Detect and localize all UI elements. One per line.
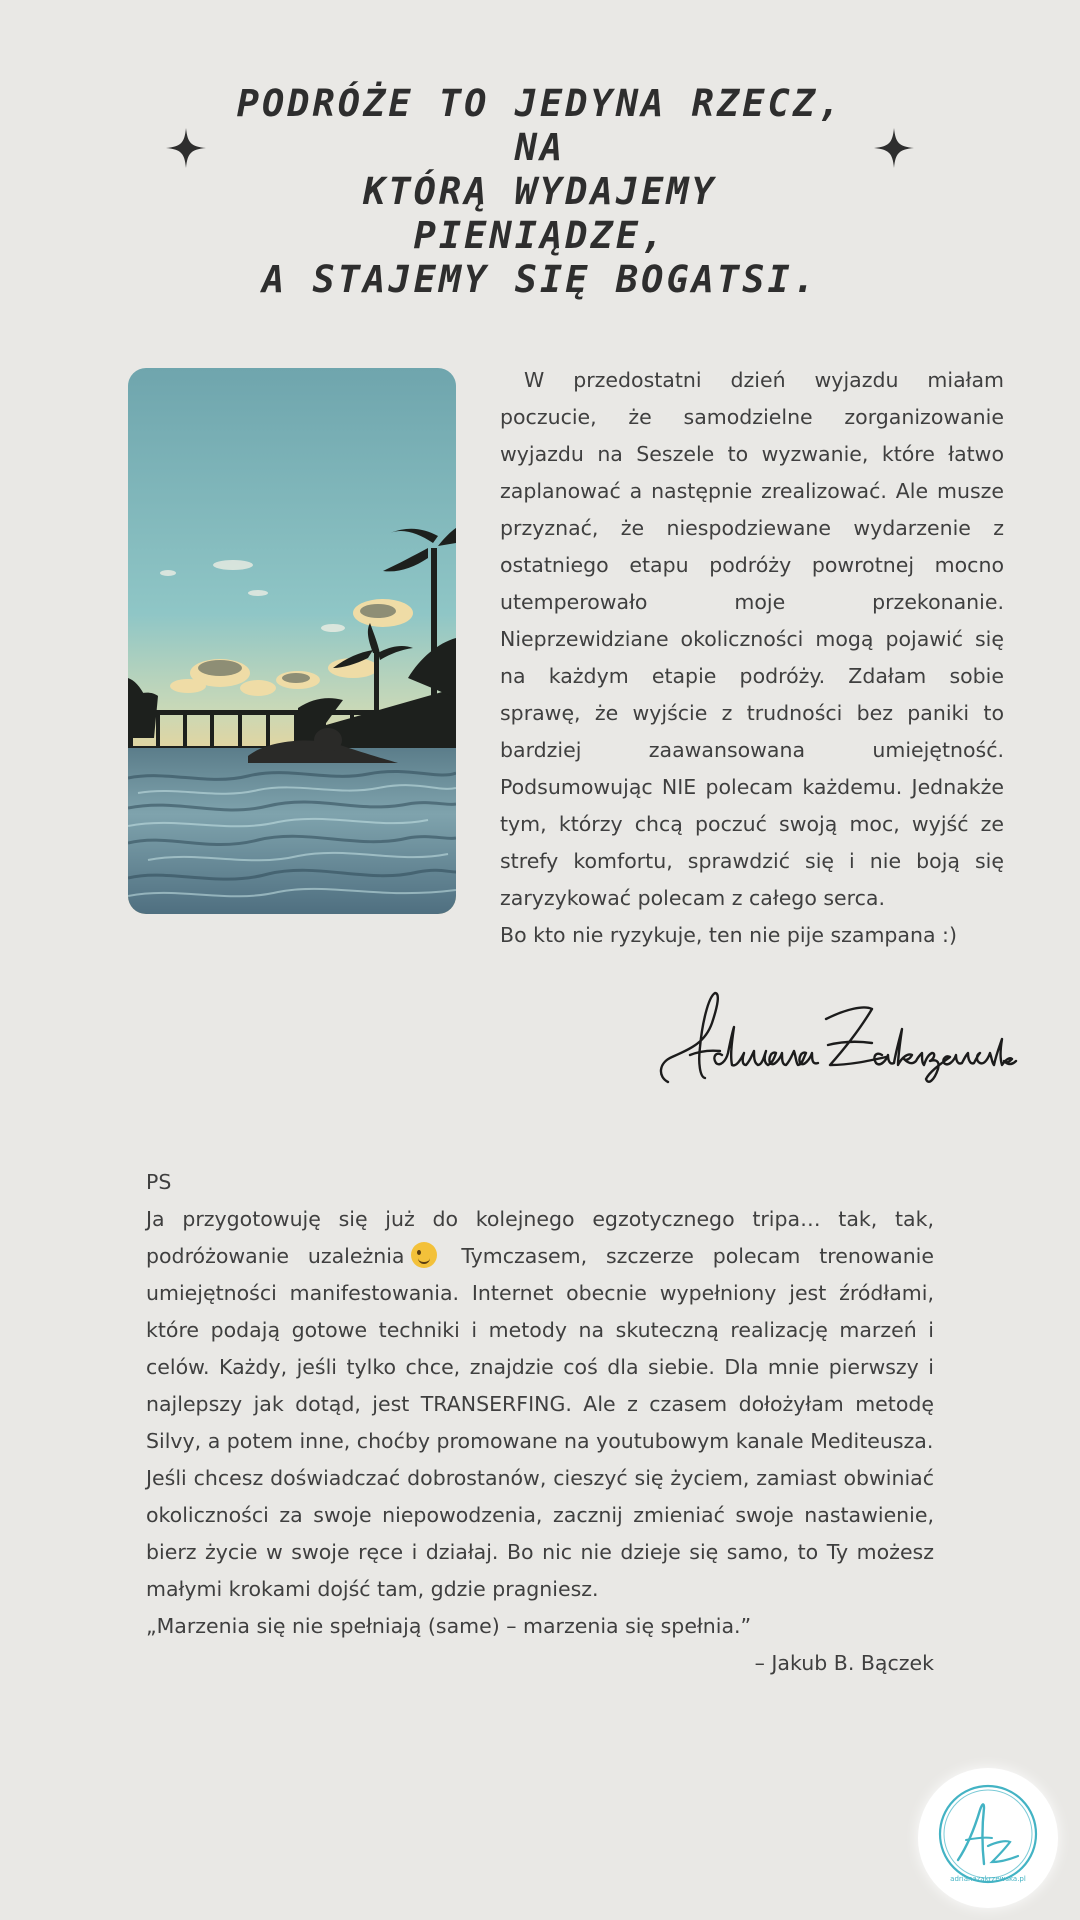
handwritten-signature [650, 985, 1020, 1095]
ps-text: Ja przygotowuję się już do kolejnego egzotycznego tripa… tak, tak, podróżowanie uzależnia [146, 1207, 934, 1268]
title-line: PODRÓŻE TO JEDYNA RZECZ, NA [236, 82, 844, 169]
ps-paragraph [146, 1201, 934, 1460]
story-paragraph: W przedostatni dzień wyjazdu miałam poczucie, że samodzielne zorganizowanie wyjazdu na Seszele to wyzwanie, które łatwo zaplanować a następnie zrealizować. Ale musze przyznać, że niespodziewane wydarzenie z ostatniego etapu podróży powrotnej mocno utemperowało moje przekonanie. Nieprzewidziane okoliczności mogą pojawić się na każdym etapie podróży. Zdałam sobie sprawę, że wyjście z trudności bez paniki to bardziej zaawansowana umiejętność. Podsumowując NIE polecam każdemu. Jednakże tym, którzy chcą poczuć swoją moc, wyjść ze strefy komfortu, sprawdzić się i nie boją się zaryzykować polecam z całego serca. [500, 368, 1004, 910]
title-line: A STAJEMY SIĘ BOGATSI. [261, 258, 819, 301]
ps-text: Tymczasem, szczerze polecam trenowanie umiejętności manifestowania. Internet obecnie wypełniony jest źródłami, które podają gotowe techniki i metody na skuteczną realizację marzeń i celów. Każdy, jeśli tylko chce, znajdzie coś dla siebie. Dla mnie pierwszy i najlepszy jak dotąd, jest TRANSERFING. Ale z czasem dołożyłam metodę Silvy, a potem inne, choćby promowane na youtubowym kanale Mediteusza. [146, 1244, 934, 1453]
az-logo [918, 1768, 1058, 1908]
story-text [500, 362, 1004, 954]
ps-paragraph: Jeśli chcesz doświadczać dobrostanów, cieszyć się życiem, zamiast obwiniać okoliczności za swoje niepowodzenia, zacznij zmieniać swoje nastawienie, bierz życie w swoje ręce i działaj. Bo nic nie dzieje się samo, to Ty możesz małymi krokami dojść tam, gdzie pragniesz. [146, 1466, 934, 1601]
sparkle-icon [872, 126, 916, 170]
winking-face-icon [411, 1242, 437, 1268]
header [160, 82, 920, 301]
ps-section [146, 1164, 934, 1682]
quote-author: – Jakub B. Bączek [754, 1651, 934, 1675]
logo-url: adrianazakrzewska.pl [950, 1875, 1026, 1883]
story-closing: Bo kto nie ryzykuje, ten nie pije szampana :) [500, 923, 957, 947]
sparkle-icon [164, 126, 208, 170]
quote: „Marzenia się nie spełniają (same) – marzenia się spełnia.” [146, 1614, 752, 1638]
ps-label: PS [146, 1170, 172, 1194]
title-line: KTÓRĄ WYDAJEMY PIENIĄDZE, [363, 170, 717, 257]
pool-sunset-photo [128, 368, 456, 914]
page-title [230, 82, 850, 302]
